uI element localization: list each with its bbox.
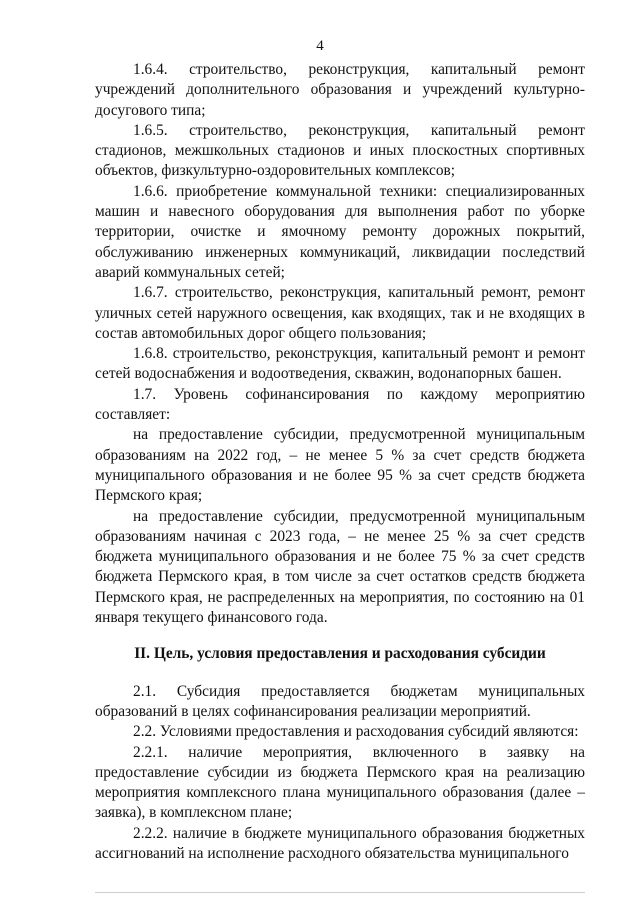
paragraph-2-2-2: 2.2.2. наличие в бюджете муниципального образования бюджетных ассигнований на исполнение расходного обязательства муниципального [95, 824, 585, 862]
paragraph-cofinancing-2022: на предоставление субсидии, предусмотренной муниципальным образованиям на 2022 год, – не менее 5 % за счет средств бюджета муниципального образования и не более 95 % за счет средств бюджета Пермского края; [95, 426, 585, 505]
page-number: 4 [316, 38, 324, 54]
document-body [95, 60, 585, 864]
paragraph-1-6-4: 1.6.4. строительство, реконструкция, капитальный ремонт учреждений дополнительного образования и учреждений культурно-досугового типа; [95, 61, 585, 119]
section-heading: II. Цель, условия предоставления и расходования субсидии [134, 645, 546, 663]
page-bottom-divider [95, 892, 585, 893]
paragraph-cofinancing-2023: на предоставление субсидии, предусмотренной муниципальным образованиям начиная с 2023 года, – не менее 25 % за счет средств бюджета муниципального образования и не более 75 % за счет средств бюджета Пермского края, в том числе за счет остатков средств бюджета Пермского края, не распределенных на мероприятия, по состоянию на 01 января текущего финансового года. [95, 507, 585, 627]
paragraph-2-1: 2.1. Субсидия предоставляется бюджетам муниципальных образований в целях софинансирования реализации мероприятий. [95, 682, 585, 720]
paragraph-1-6-7: 1.6.7. строительство, реконструкция, капитальный ремонт, ремонт уличных сетей наружного освещения, как входящих, так и не входящих в состав автомобильных дорог общего пользования; [95, 284, 585, 342]
paragraph-1-6-5: 1.6.5. строительство, реконструкция, капитальный ремонт стадионов, межшкольных стадионов и иных плоскостных спортивных объектов, физкультурно-оздоровительных комплексов; [95, 121, 585, 180]
paragraph-1-6-8: 1.6.8. строительство, реконструкция, капитальный ремонт и ремонт сетей водоснабжения и водоотведения, скважин, водонапорных башен. [95, 345, 585, 383]
paragraph-1-7: 1.7. Уровень софинансирования по каждому мероприятию составляет: [95, 385, 585, 424]
paragraph-2-2-1: 2.2.1. наличие мероприятия, включенного в заявку на предоставление субсидии из бюджета Пермского края на реализацию мероприятия комплексного плана муниципального образования (далее – заявка), в комплексном плане; [95, 743, 585, 822]
paragraph-2-2: 2.2. Условиями предоставления и расходования субсидий являются: [133, 723, 579, 741]
paragraph-1-6-6: 1.6.6. приобретение коммунальной техники: специализированных машин и навесного оборудования для выполнения работ по уборке территории, очистке и ямочному ремонту дорожных покрытий, обслуживанию инженерных коммуникаций, ликвидации последствий аварий коммунальных сетей; [95, 182, 585, 281]
